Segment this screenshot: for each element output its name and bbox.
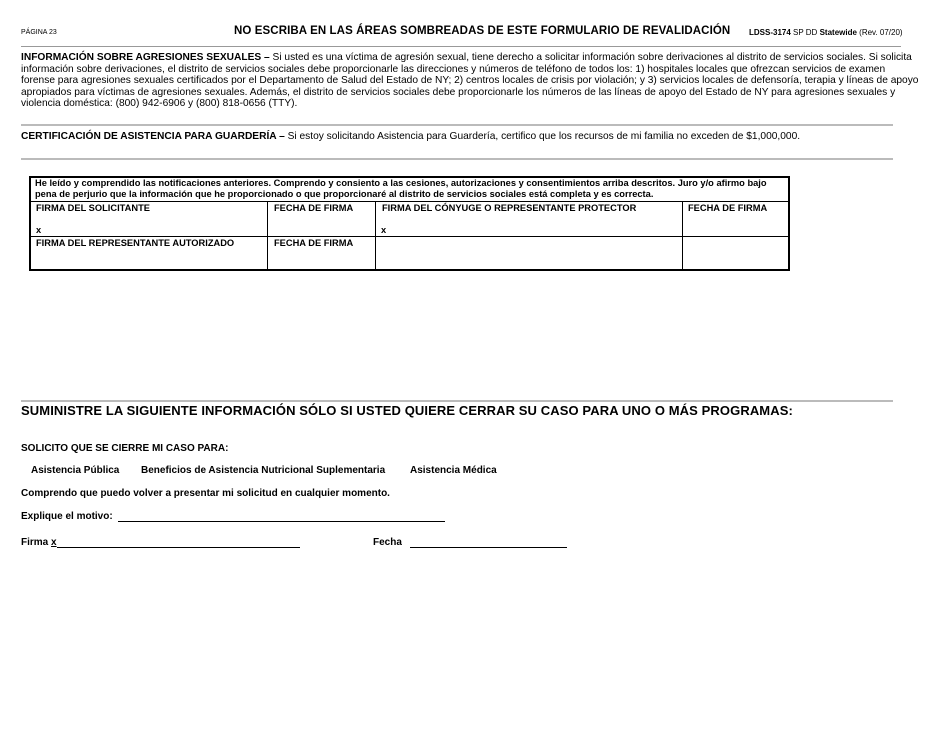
form-lang: SP DD — [793, 28, 818, 37]
reason-label: Explique el motivo: — [21, 511, 113, 522]
option-medical-assistance[interactable]: Asistencia Médica — [410, 465, 497, 476]
spouse-date-label: FECHA DE FIRMA — [688, 203, 768, 213]
table-rule — [682, 202, 683, 269]
sexual-assault-info — [21, 52, 921, 110]
signature-input[interactable] — [57, 547, 300, 548]
close-case-heading: SUMINISTRE LA SIGUIENTE INFORMACIÓN SÓLO SI USTED QUIERE CERRAR SU CASO PARA UNO O MÁS PROGRAMAS: — [21, 403, 793, 418]
option-public-assistance[interactable]: Asistencia Pública — [31, 465, 120, 476]
table-rule — [31, 236, 788, 237]
date-label: Fecha — [373, 537, 402, 548]
page-title: NO ESCRIBA EN LAS ÁREAS SOMBREADAS DE ESTE FORMULARIO DE REVALIDACIÓN — [234, 25, 731, 37]
signature-date-label: FECHA DE FIRMA — [274, 203, 354, 213]
childcare-body: Si estoy solicitando Asistencia para Guardería, certifico que los recursos de mi familia no exceden de $1,000,000. — [284, 131, 801, 142]
spouse-signature-field[interactable]: x — [381, 225, 387, 235]
signature-x: x — [51, 537, 57, 548]
close-request-label: SOLICITO QUE SE CIERRE MI CASO PARA: — [21, 443, 229, 454]
sexual-assault-body: Si usted es una víctima de agresión sexual, tiene derecho a solicitar información sobre derivaciones al distrito de servicios sociales. Si solicita información sobre derivaciones, el distrito de servicios sociales debe proporcionarle las direcciones y números de teléfono de todos los: 1) hospitales locales que ofrezcan servicios de examen forense para agresiones sexuales certificados por el Departamento de Salud del Estado de NY; 2) centros locales de crisis por violación; y 3) servicios locales de defensoría, terapia y líneas de apoyo apropiados para víctimas de agresiones sexuales. Además, el distrito de servicios sociales debe proporcionarle los números de las líneas de apoyo del Estado de NY para agresiones sexuales y violencia doméstica: (800) 942-6906 y (800) 818-0656 (TTY). — [21, 52, 919, 110]
section-divider — [21, 158, 893, 160]
page-number: PÁGINA 23 — [21, 29, 57, 36]
form-scope: Statewide — [819, 28, 857, 37]
spouse-signature-label: FIRMA DEL CÓNYUGE O REPRESENTANTE PROTECTOR — [382, 203, 637, 213]
form-id — [749, 28, 903, 37]
declaration-text: He leído y comprendido las notificaciones anteriores. Comprendo y consiento a las cesiones, autorizaciones y consentimientos arriba descritos. Juro y/o afirmo bajo pena de perjurio que la información que he proporcionado o que proporcionaré al distrito de servicios sociales está completa y es correcta. — [35, 178, 767, 200]
section-divider — [21, 124, 893, 126]
childcare-heading: CERTIFICACIÓN DE ASISTENCIA PARA GUARDERÍA – — [21, 131, 285, 142]
signature-table — [29, 176, 790, 271]
table-rule — [375, 202, 376, 269]
applicant-signature-field[interactable]: x — [36, 225, 42, 235]
applicant-signature-label: FIRMA DEL SOLICITANTE — [36, 203, 150, 213]
authorized-date-label: FECHA DE FIRMA — [274, 238, 354, 248]
section-divider — [21, 400, 893, 402]
authorized-rep-label: FIRMA DEL REPRESENTANTE AUTORIZADO — [36, 238, 235, 248]
childcare-certification — [21, 131, 800, 142]
table-rule — [267, 202, 268, 269]
form-rev: (Rev. 07/20) — [859, 28, 903, 37]
option-snap-benefits[interactable]: Beneficios de Asistencia Nutricional Suplementaria — [141, 465, 386, 476]
signature-label-text: Firma — [21, 537, 49, 548]
table-rule — [31, 201, 788, 202]
reason-input[interactable] — [118, 521, 445, 522]
reapply-note: Comprendo que puedo volver a presentar mi solicitud en cualquier momento. — [21, 488, 390, 499]
form-code: LDSS-3174 — [749, 28, 791, 37]
date-input[interactable] — [410, 547, 567, 548]
header-divider — [21, 46, 901, 47]
sexual-assault-heading: INFORMACIÓN SOBRE AGRESIONES SEXUALES – — [21, 52, 270, 63]
signature-label — [21, 537, 57, 548]
